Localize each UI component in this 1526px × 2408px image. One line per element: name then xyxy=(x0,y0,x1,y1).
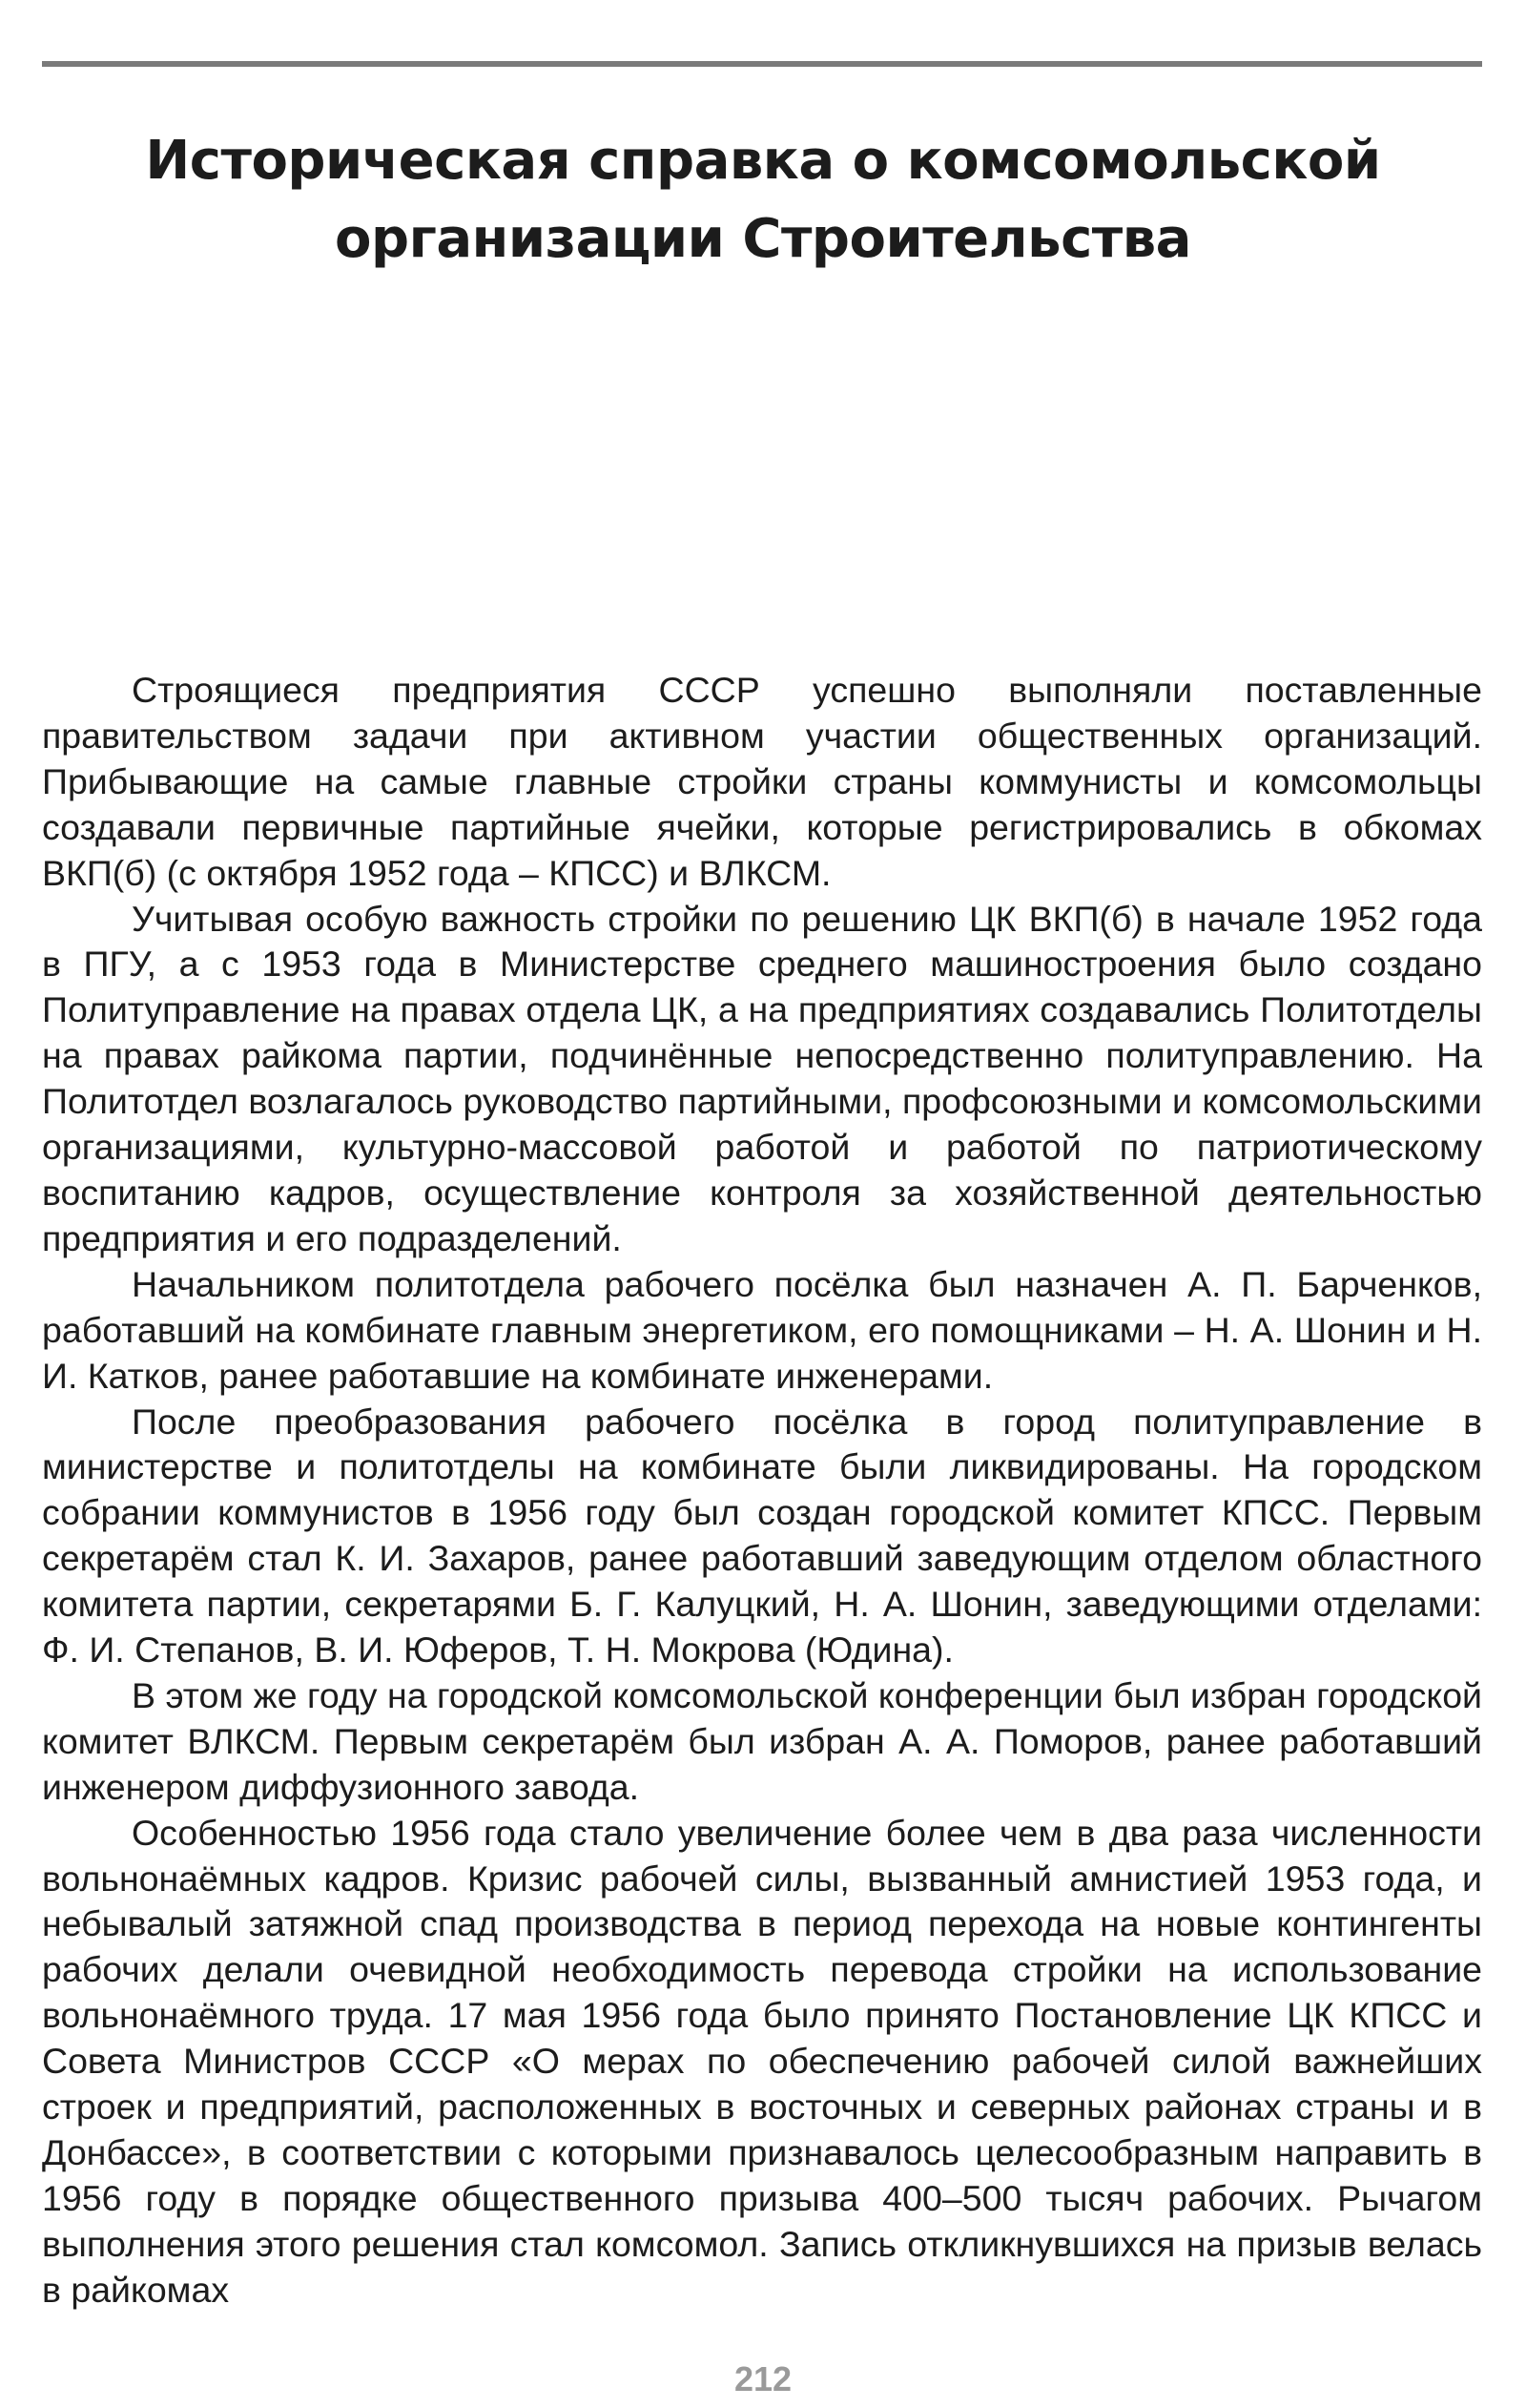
paragraph-4: После преобразования рабочего посёлка в город политуправление в министерстве и политотделы на комбинате были ликвидированы. На городском собрании коммунистов в 1956 году был создан городской комитет КПСС. Первым секретарём стал К. И. Захаров, ранее работавший заведующим отделом областного комитета партии, секретарями Б. Г. Калуцкий, Н. А. Шонин, заведующими отделами: Ф. И. Степанов, В. И. Юферов, Т. Н. Мокрова (Юдина). xyxy=(42,1401,1482,1671)
page-number: 212 xyxy=(733,2359,793,2398)
paragraph-1: Строящиеся предприятия СССР успешно выполняли поставленные правительством задачи при активном участии общественных организаций. Прибывающие на самые главные стройки страны коммунисты и комсомольцы создавали первичные партийные ячейки, которые регистрировались в обкомах ВКП(б) (с октября 1952 года – КПСС) и ВЛКСМ. xyxy=(42,670,1482,893)
paragraph-3: Начальником политотдела рабочего посёлка был назначен А. П. Барченков, работавший на комбинате главным энергетиком, его помощниками – Н. А. Шонин и Н. И. Катков, ранее работавшие на комбинате инженерами. xyxy=(42,1263,1482,1396)
header-rule xyxy=(42,61,1482,67)
paragraph-2: Учитывая особую важность стройки по решению ЦК ВКП(б) в начале 1952 года в ПГУ, а с 1953 года в Министерстве среднего машиностроения было создано Политуправление на правах отдела ЦК, а на предприятиях создавались Политотделы на правах райкома партии, подчинённые непосредственно политуправлению. На Политотдел возлагалось руководство партийными, профсоюзными и комсомольскими организациями, культурно-массовой работой и работой по патриотическому воспитанию кадров, осуществление контроля за хозяйственной деятельностью предприятия и его подразделений. xyxy=(42,898,1482,1258)
page-title: Историческая справка о комсомольской организации Строительства xyxy=(145,130,1381,270)
paragraph-5: В этом же году на городской комсомольской конференции был избран городской комитет ВЛКСМ. Первым секретарём был избран А. А. Поморов, ранее работавший инженером диффузионного завода. xyxy=(42,1674,1482,1807)
body-text xyxy=(42,668,1482,2314)
paragraph-6: Особенностью 1956 года стало увеличение более чем в два раза численности вольнонаёмных кадров. Кризис рабочей силы, вызванный амнистией 1953 года, и небывалый затяжной спад производства в период перехода на новые контингенты рабочих делали очевидной необходимость перевода стройки на использование вольнонаёмного труда. 17 мая 1956 года было принято Постановление ЦК КПСС и Совета Министров СССР «О мерах по обеспечению рабочей силой важнейших строек и предприятий, расположенных в восточных и северных районах страны и в Донбассе», в соответствии с которыми признавалось целесообразным направить в 1956 году в порядке общественного призыва 400–500 тысяч рабочих. Рычагом выполнения этого решения стал комсомол. Запись откликнувшихся на призыв велась в райкомах xyxy=(42,1812,1482,2310)
